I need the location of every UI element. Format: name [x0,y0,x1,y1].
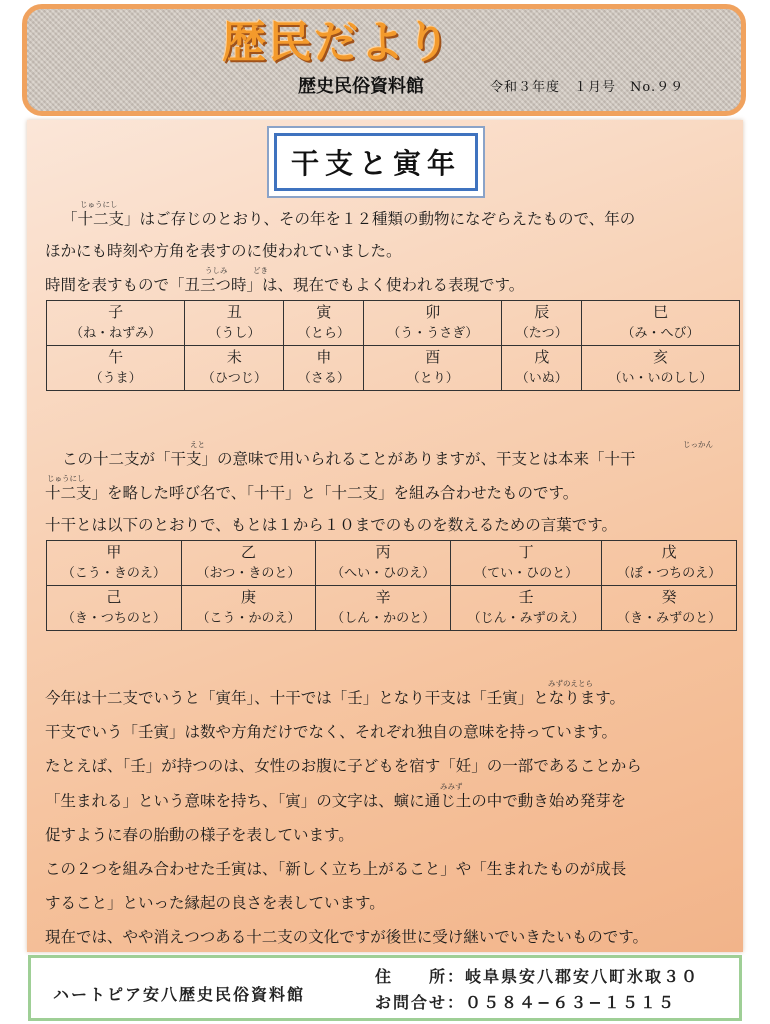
zodiac-reading: （とり） [406,371,459,386]
stem-cell [181,586,316,631]
stem-row [47,586,737,631]
footer-museum-name: ハートピア安八歴史民俗資料館 [53,985,306,1004]
zodiac-reading: （うま） [89,371,142,386]
stem-char: 戊 [661,543,677,561]
ruby-juunishi-2: じゅうにし [47,474,85,483]
zodiac-char: 寅 [316,303,332,321]
stem-reading: （こう・かのえ） [196,611,301,626]
zodiac-reading: （み・へび） [621,326,700,341]
stem-cell [47,586,182,631]
stem-reading: （おつ・きのと） [196,566,301,581]
stem-cell [602,586,737,631]
zodiac-cell [364,346,502,391]
ruby-juunishi: じゅうにし [80,200,118,209]
zodiac-char: 辰 [534,303,550,321]
body-line-1: 今年は十二支でいうと「寅年」、十干では「壬」となり干支は「壬寅」となります。 [45,689,626,707]
headline-box [267,126,485,198]
para1-line1: 「十二支」はご存じのとおり、その年を１２種類の動物になぞらえたもので、年の [62,210,636,228]
newsletter-title: 歴民だより [222,17,452,68]
body-line-8: 現在では、やや消えつつある十二支の文化ですが後世に受け継いでいきたいものです。 [45,928,648,946]
zodiac-reading: （いぬ） [515,371,568,386]
stem-char: 丁 [518,543,534,561]
ruby-doki: どき [253,266,268,275]
zodiac-cell [502,346,582,391]
zodiac-cell [47,301,185,346]
stem-char: 辛 [375,588,391,606]
stem-char: 壬 [518,588,534,606]
stem-cell [181,541,316,586]
stem-reading: （じん・みずのえ） [467,611,585,626]
stem-row [47,541,737,586]
stem-reading: （き・つちのと） [61,611,166,626]
museum-name: 歴史民俗資料館 [298,76,424,97]
zodiac-cell [502,301,582,346]
zodiac-row [47,301,740,346]
zodiac-reading: （ひつじ） [201,371,267,386]
ruby-eto: えと [190,440,205,449]
stem-reading: （へい・ひのえ） [331,566,436,581]
para4-line1: 十干とは以下のとおりで、もとは１から１０までのものを数えるための言葉です。 [45,516,617,534]
footer-box [28,955,742,1021]
zodiac-char: 午 [108,348,124,366]
zodiac-cell [582,346,740,391]
zodiac-char: 子 [108,303,124,321]
zodiac-table [46,300,740,391]
zodiac-cell [364,301,502,346]
para3-line1: この十二支が「干支」の意味で用いられることがありますが、干支とは本来「十干 [62,450,636,468]
stem-char: 庚 [240,588,256,606]
ruby-ushimi: うしみ [205,266,228,275]
zodiac-reading: （ね・ねずみ） [70,326,162,341]
headline-frame [274,133,478,191]
zodiac-reading: （たつ） [515,326,568,341]
para3-line2: 十二支」を略した呼び名で、「十干」と「十二支」を組み合わせたものです。 [45,484,579,502]
stem-cell [450,541,601,586]
stem-char: 丙 [375,543,391,561]
zodiac-char: 戌 [534,348,550,366]
zodiac-cell [185,346,284,391]
stem-table [46,540,737,631]
zodiac-reading: （う・うさぎ） [387,326,479,341]
body-line-4: 「生まれる」という意味を持ち、「寅」の文字は、螾に通じ土の中で動き始め発芽を [45,792,627,810]
ruby-mizunoetora: みずのえとら [548,679,593,688]
zodiac-char: 亥 [653,348,669,366]
zodiac-cell [47,346,185,391]
zodiac-row [47,346,740,391]
stem-cell [316,586,451,631]
zodiac-char: 未 [226,348,242,366]
body-line-3: たとえば、「壬」が持つのは、女性のお腹に子どもを宿す「妊」の一部であることから [45,757,642,775]
stem-cell [47,541,182,586]
body-line-2: 干支でいう「壬寅」は数や方角だけでなく、それぞれ独自の意味を持っています。 [45,723,617,741]
stem-reading: （しん・かのと） [331,611,436,626]
ruby-jikkan: じっかん [683,440,713,449]
para1-line2: ほかにも時刻や方角を表すのに使われていました。 [45,242,402,260]
zodiac-char: 丑 [226,303,242,321]
body-line-6: この２つを組み合わせた壬寅は、「新しく立ち上がること」や「生まれたものが成長 [45,860,627,878]
body-line-7: すること」といった縁起の良さを表しています。 [45,894,385,912]
zodiac-char: 申 [316,348,332,366]
zodiac-char: 巳 [653,303,669,321]
zodiac-reading: （さる） [297,371,350,386]
zodiac-cell [284,301,364,346]
zodiac-cell [284,346,364,391]
stem-cell [316,541,451,586]
zodiac-reading: （い・いのしし） [608,371,713,386]
stem-reading: （てい・ひのと） [474,566,579,581]
footer-contact: お問合せ：０５８４−６３−１５１５ [375,993,676,1012]
stem-cell [450,586,601,631]
body-line-5: 促すように春の胎動の様子を表しています。 [45,826,354,844]
stem-cell [602,541,737,586]
headline: 干支と寅年 [290,147,461,180]
stem-char: 癸 [661,588,677,606]
zodiac-reading: （とら） [297,326,350,341]
stem-reading: （き・みずのと） [617,611,722,626]
stem-reading: （こう・きのえ） [61,566,166,581]
issue-info: 令和３年度 １月号 No.９９ [490,80,685,95]
zodiac-cell [185,301,284,346]
stem-char: 己 [106,588,122,606]
zodiac-char: 酉 [425,348,441,366]
zodiac-reading: （うし） [208,326,261,341]
ruby-mimizu: みみず [440,782,463,791]
zodiac-cell [582,301,740,346]
stem-char: 乙 [240,543,256,561]
zodiac-char: 卯 [425,303,441,321]
para2-line1: 時間を表すもので「丑三つ時」は、現在でもよく使われる表現です。 [45,276,525,294]
stem-reading: （ぼ・つちのえ） [617,566,722,581]
footer-address: 住 所：岐阜県安八郡安八町氷取３０ [375,967,700,986]
stem-char: 甲 [106,543,122,561]
